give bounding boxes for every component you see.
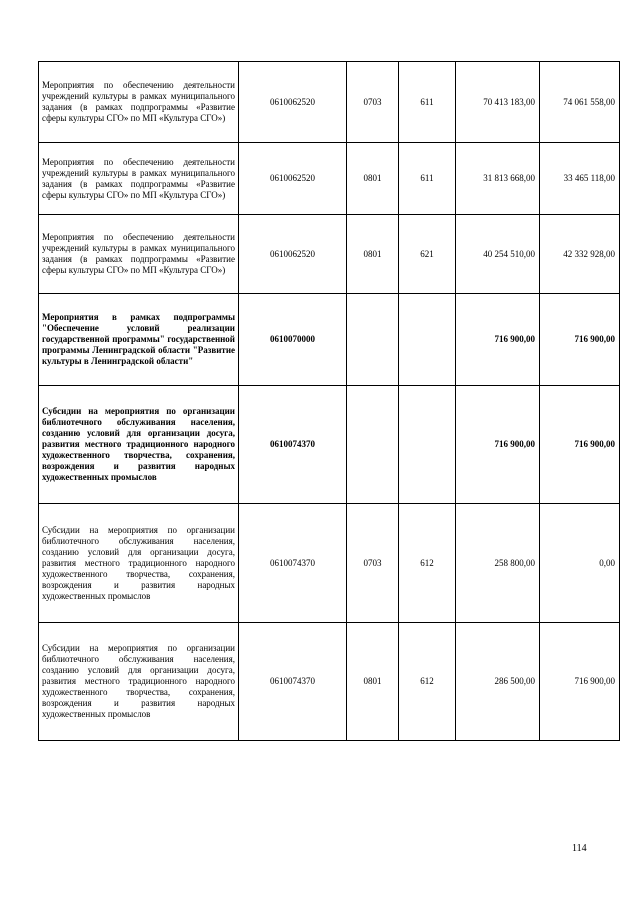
amount-year2-cell: 42 332 928,00 (540, 215, 620, 294)
row-name-cell: Субсидии на мероприятия по организации библиотечного обслуживания населения, созданию условий для организации досуга, развития местного традиционного народного художественного творчества, сохранения, возрождения и развития народных художественных промыслов (39, 504, 239, 623)
row-name-cell: Мероприятия в рамках подпрограммы "Обеспечение условий реализации государственной программы" государственной программы Ленинградской области "Развитие культуры в Ленинградской области" (39, 294, 239, 386)
target-code-cell: 0610074370 (239, 504, 347, 623)
expense-kind-cell (399, 386, 456, 504)
table-row (39, 623, 620, 741)
budget-table (38, 61, 620, 741)
target-code-cell: 0610070000 (239, 294, 347, 386)
amount-year1-cell: 716 900,00 (456, 294, 540, 386)
section-code-cell: 0801 (347, 623, 399, 741)
amount-year1-cell: 40 254 510,00 (456, 215, 540, 294)
expense-kind-cell: 621 (399, 215, 456, 294)
expense-kind-cell: 611 (399, 143, 456, 215)
row-name-cell: Мероприятия по обеспечению деятельности учреждений культуры в рамках муниципального задания (в рамках подпрограммы «Развитие сферы культуры СГО» по МП «Культура СГО») (39, 143, 239, 215)
expense-kind-cell: 612 (399, 623, 456, 741)
section-code-cell: 0703 (347, 62, 399, 143)
section-code-cell: 0801 (347, 143, 399, 215)
expense-kind-cell: 611 (399, 62, 456, 143)
section-code-cell (347, 386, 399, 504)
table-row (39, 294, 620, 386)
amount-year2-cell: 716 900,00 (540, 386, 620, 504)
target-code-cell: 0610074370 (239, 386, 347, 504)
expense-kind-cell: 612 (399, 504, 456, 623)
section-code-cell: 0801 (347, 215, 399, 294)
amount-year2-cell: 33 465 118,00 (540, 143, 620, 215)
row-name-cell: Мероприятия по обеспечению деятельности учреждений культуры в рамках муниципального задания (в рамках подпрограммы «Развитие сферы культуры СГО» по МП «Культура СГО») (39, 62, 239, 143)
table-row (39, 386, 620, 504)
amount-year2-cell: 0,00 (540, 504, 620, 623)
amount-year1-cell: 258 800,00 (456, 504, 540, 623)
amount-year2-cell: 74 061 558,00 (540, 62, 620, 143)
target-code-cell: 0610062520 (239, 215, 347, 294)
amount-year2-cell: 716 900,00 (540, 294, 620, 386)
section-code-cell (347, 294, 399, 386)
table-row (39, 62, 620, 143)
amount-year1-cell: 716 900,00 (456, 386, 540, 504)
amount-year2-cell: 716 900,00 (540, 623, 620, 741)
table-row (39, 215, 620, 294)
amount-year1-cell: 31 813 668,00 (456, 143, 540, 215)
table-row (39, 504, 620, 623)
target-code-cell: 0610062520 (239, 143, 347, 215)
amount-year1-cell: 286 500,00 (456, 623, 540, 741)
row-name-cell: Субсидии на мероприятия по организации библиотечного обслуживания населения, созданию условий для организации досуга, развития местного традиционного народного художественного творчества, сохранения, возрождения и развития народных художественных промыслов (39, 623, 239, 741)
target-code-cell: 0610074370 (239, 623, 347, 741)
page-number: 114 (572, 843, 587, 854)
expense-kind-cell (399, 294, 456, 386)
section-code-cell: 0703 (347, 504, 399, 623)
target-code-cell: 0610062520 (239, 62, 347, 143)
amount-year1-cell: 70 413 183,00 (456, 62, 540, 143)
table-row (39, 143, 620, 215)
row-name-cell: Мероприятия по обеспечению деятельности учреждений культуры в рамках муниципального задания (в рамках подпрограммы «Развитие сферы культуры СГО» по МП «Культура СГО») (39, 215, 239, 294)
row-name-cell: Субсидии на мероприятия по организации библиотечного обслуживания населения, созданию условий для организации досуга, развития местного традиционного народного художественного творчества, сохранения, возрождения и развития народных художественных промыслов (39, 386, 239, 504)
